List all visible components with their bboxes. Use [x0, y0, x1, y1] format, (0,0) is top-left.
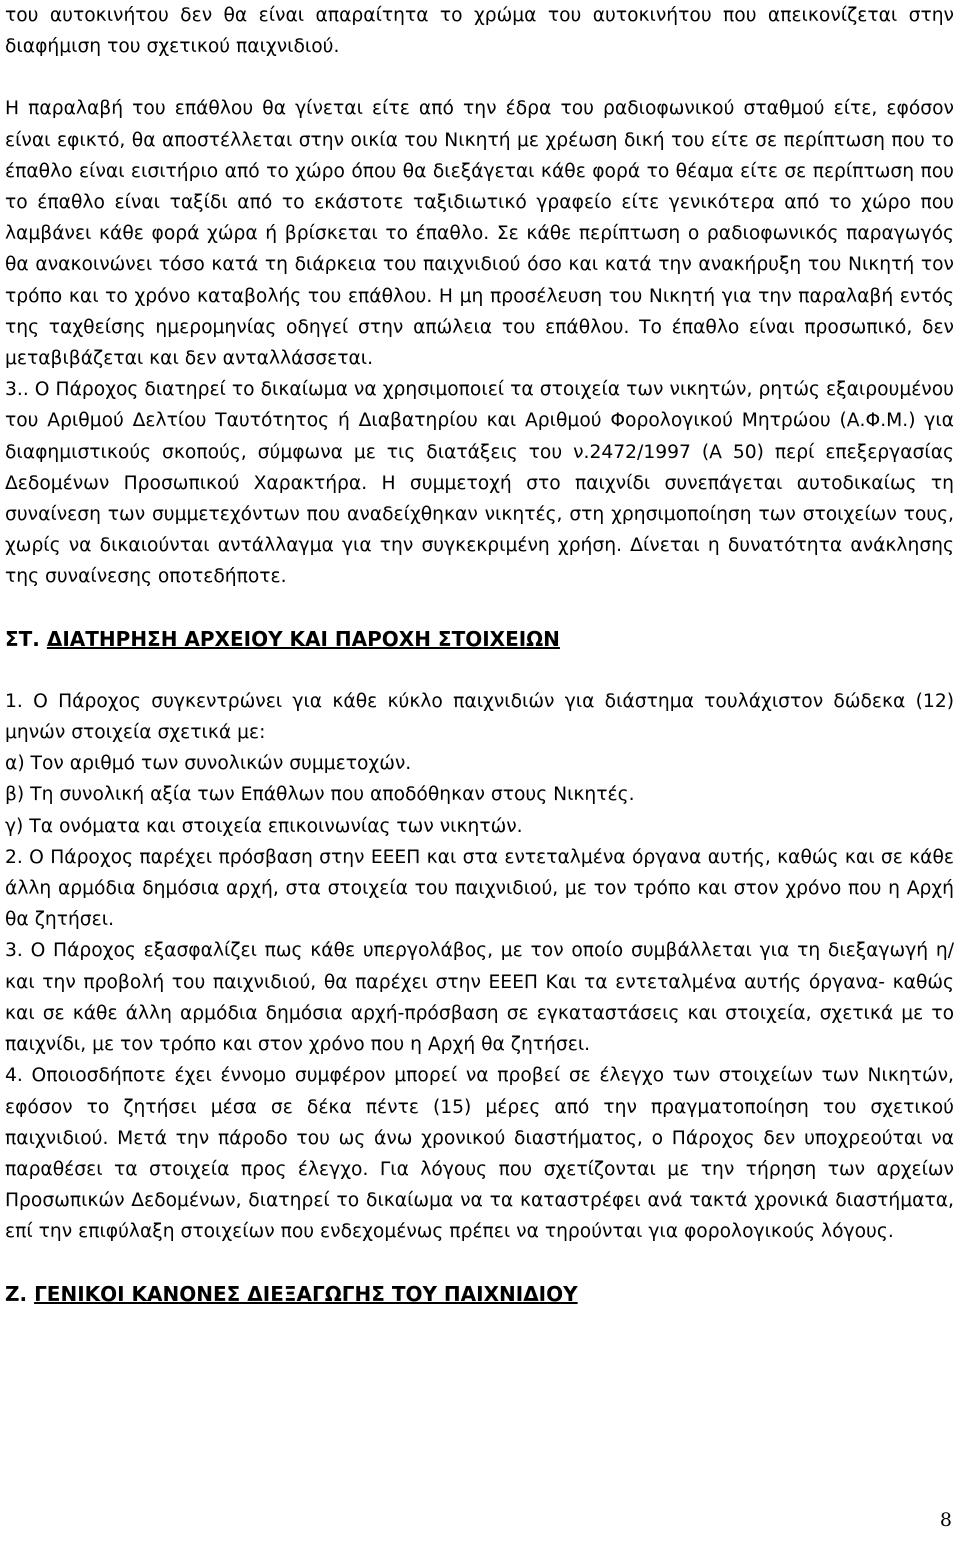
item-1: 1. Ο Πάροχος συγκεντρώνει για κάθε κύκλο παιχνιδιών για διάστημα τουλάχιστον δώδεκα (12) μηνών στοιχεία σχετικά με: [5, 690, 954, 744]
item-4: 4. Οποιοσδήποτε έχει έννομο συμφέρον μπορεί να προβεί σε έλεγχο των στοιχείων των Νικητών, εφόσον το ζητήσει μέσα σε δέκα πέντε (15) μέρες από την πραγματοποίηση του σχετικού παιχνιδιού. Μετά την πάροδο του ως άνω χρονικού διαστήματος, ο Πάροχος δεν υποχρεούται να παραθέσει τα στοιχεία προς έλεγχο. Για λόγους που σχετίζονται με την τήρηση των αρχείων Προσωπικών Δεδομένων, διατηρεί το δικαίωμα να τα καταστρέφει ανά τακτά χρονικά διαστήματα, επί την επιφύλαξη στοιχείων που ενδεχομένως πρέπει να τηρούνται για φορολογικούς λόγους. [5, 1065, 954, 1243]
paragraph-car-color: του αυτοκινήτου δεν θα είναι απαραίτητα το χρώμα του αυτοκινήτου που απεικονίζεται στην διαφήμιση του σχετικού παιχνιδιού. [5, 5, 954, 58]
document-page [5, 0, 954, 1310]
spacer [5, 62, 954, 93]
paragraph-winner-data-use: 3.. Ο Πάροχος διατηρεί το δικαίωμα να χρησιμοποιεί τα στοιχεία των νικητών, ρητώς εξαιρουμένου του Αριθμού Δελτίου Ταυτότητος ή Διαβατηρίου και Αριθμού Φορολογικού Μητρώου (Α.Φ.Μ.) για διαφημιστικούς σκοπούς, σύμφωνα με τις διατάξεις του ν.2472/1997 (Α 50) περί επεξεργασίας Δεδομένων Προσωπικού Χαρακτήρα. Η συμμετοχή στο παιχνίδι συνεπάγεται αυτοδικαίως τη συναίνεση των συμμετεχόντων που αναδείχθηκαν νικητές, στη χρησιμοποίηση των στοιχείων τους, χωρίς να δικαιούνται αντάλλαγμα για την συγκεκριμένη χρήση. Δίνεται η δυνατότητα ανάκλησης της συναίνεσης οποτεδήποτε. [5, 379, 954, 588]
item-c: γ) Τα ονόματα και στοιχεία επικοινωνίας των νικητών. [5, 815, 523, 837]
section-title: ΓΕΝΙΚΟΙ ΚΑΝΟΝΕΣ ΔΙΕΞΑΓΩΓΗΣ ΤΟΥ ΠΑΙΧΝΙΔΙΟΥ [34, 1281, 578, 1306]
item-a: α) Τον αριθμό των συνολικών συμμετοχών. [5, 753, 412, 775]
spacer [5, 1248, 954, 1279]
spacer [5, 655, 954, 686]
section-heading-z [5, 1279, 954, 1310]
section-title: ΔΙΑΤΗΡΗΣΗ ΑΡΧΕΙΟΥ ΚΑΙ ΠΑΡΟΧΗ ΣΤΟΙΧΕΙΩΝ [46, 626, 560, 651]
section-prefix: Ζ. [5, 1281, 35, 1306]
item-2: 2. Ο Πάροχος παρέχει πρόσβαση στην ΕΕΕΠ και στα εντεταλμένα όργανα αυτής, καθώς και σε κάθε άλλη αρμόδια δημόσια αρχή, στα στοιχεία του παιχνιδιού, με τον τρόπο και στον χρόνο που η Αρχή θα ζητήσει. [5, 846, 954, 931]
paragraph-prize-collection: Η παραλαβή του επάθλου θα γίνεται είτε από την έδρα του ραδιοφωνικού σταθμού είτε, εφόσον είναι εφικτό, θα αποστέλλεται στην οικία του Νικητή με χρέωση δική του είτε σε περίπτωση που το έπαθλο είναι εισιτήριο από το χώρο όπου θα διεξάγεται κάθε φορά το θέαμα είτε σε περίπτωση που το έπαθλο είναι ταξίδι από το εκάστοτε ταξιδιωτικό γραφείο είτε γενικότερα από το χώρο που λαμβάνει κάθε φορά χώρα ή βρίσκεται το έπαθλο. Σε κάθε περίπτωση ο ραδιοφωνικός παραγωγός θα ανακοινώνει τόσο κατά τη διάρκεια του παιχνιδιού όσο και κατά την ανακήρυξη του Νικητή τον τρόπο και το χρόνο καταβολής του επάθλου. Η μη προσέλευση του Νικητή για την παραλαβή εντός της ταχθείσης ημερομηνίας οδηγεί στην απώλεια του επάθλου. Το έπαθλο είναι προσωπικό, δεν μεταβιβάζεται και δεν ανταλλάσσεται. [5, 98, 954, 370]
item-3: 3. Ο Πάροχος εξασφαλίζει πως κάθε υπεργολάβος, με τον οποίο συμβάλλεται για τη διεξαγωγή η/και την προβολή του παιχνιδιού, θα παρέχει στην ΕΕΕΠ Και τα εντεταλμένα αυτής όργανα- καθώς και σε κάθε άλλη αρμόδια δημόσια αρχή-πρόσβαση σε εγκαταστάσεις και στοιχεία, σχετικά με το παιχνίδι, με τον τρόπο και στον χρόνο που η Αρχή θα ζητήσει. [5, 940, 954, 1056]
section-heading-st [5, 624, 954, 655]
page-number: 8 [939, 1509, 952, 1531]
section-prefix: ΣΤ. [5, 626, 47, 651]
spacer [5, 593, 954, 624]
item-b: β) Τη συνολική αξία των Επάθλων που αποδόθηκαν στους Νικητές. [5, 784, 635, 806]
